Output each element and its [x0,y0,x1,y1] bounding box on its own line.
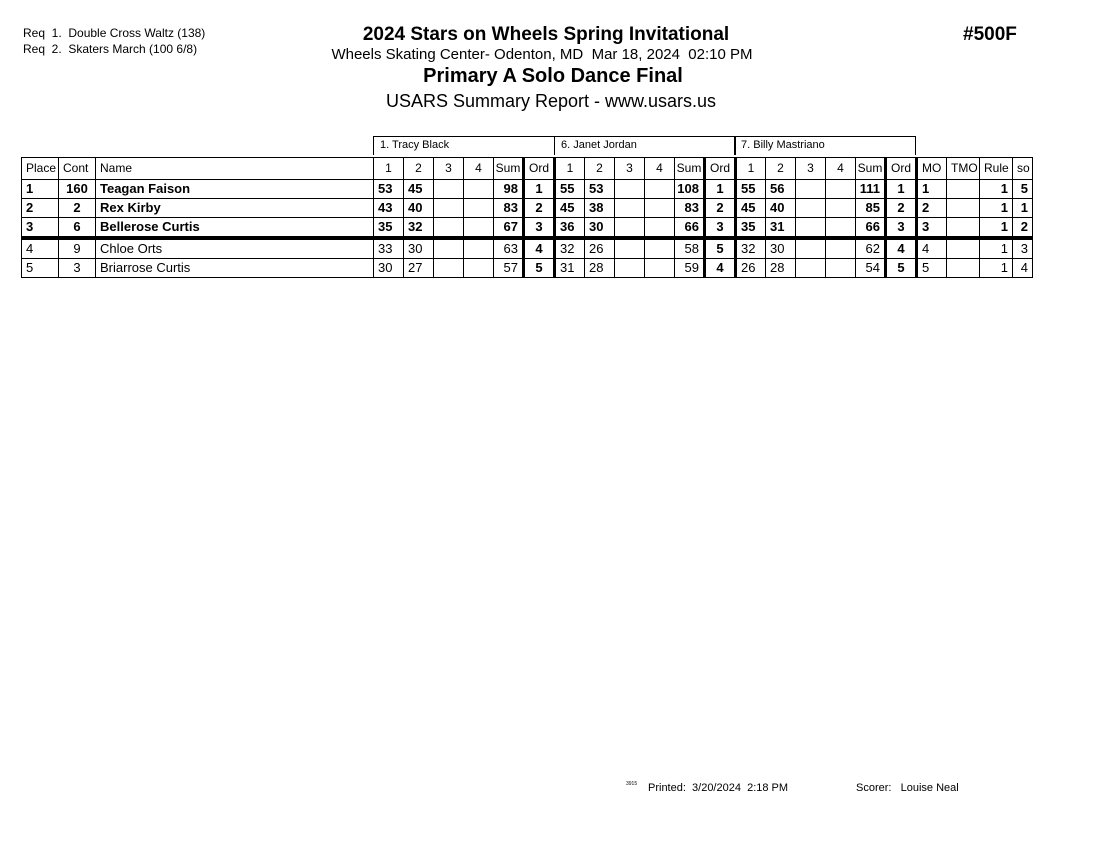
cell-cont: 9 [59,238,96,259]
header-name: Name [96,158,374,180]
header-place: Place [22,158,59,180]
cell-ordinal: 5 [705,238,736,259]
cell-score: 28 [766,259,796,278]
cell-score [645,199,675,218]
cell-rule: 1 [980,238,1013,259]
header-judge-col: Sum [675,158,705,180]
cell-score [796,180,826,199]
cell-score [826,180,856,199]
table-row [22,180,1033,199]
cell-rule: 1 [980,259,1013,278]
cell-score: 53 [374,180,404,199]
cell-mo: 3 [917,218,947,239]
cell-so: 4 [1013,259,1033,278]
header-tmo: TMO [947,158,980,180]
cell-sum: 108 [675,180,705,199]
event-name: Primary A Solo Dance Final [423,65,683,87]
cell-score: 26 [585,238,615,259]
table-row [22,218,1033,239]
cell-score: 40 [766,199,796,218]
cell-so: 2 [1013,218,1033,239]
header-judge-col: Sum [494,158,524,180]
cell-score: 35 [736,218,766,239]
requirement-1: Req 1. Double Cross Waltz (138) [23,26,206,40]
header-judge-col: Ord [705,158,736,180]
cell-mo: 4 [917,238,947,259]
cell-score: 55 [736,180,766,199]
cell-cont: 160 [59,180,96,199]
cell-name: Chloe Orts [96,238,374,259]
cell-place: 5 [22,259,59,278]
cell-sum: 85 [856,199,886,218]
cell-score [464,218,494,239]
cell-place: 4 [22,238,59,259]
cell-sum: 66 [675,218,705,239]
cell-tmo [947,180,980,199]
cell-tmo [947,199,980,218]
cell-score: 32 [404,218,434,239]
cell-score: 30 [374,259,404,278]
judge-header-3: 7. Billy Mastriano [734,136,916,155]
results-table [21,157,1033,278]
cell-rule: 1 [980,180,1013,199]
cell-score [615,238,645,259]
cell-score [464,199,494,218]
cell-tmo [947,218,980,239]
header-judge-col: 4 [645,158,675,180]
header-judge-col: 1 [555,158,585,180]
cell-mo: 5 [917,259,947,278]
cell-score [826,238,856,259]
cell-cont: 3 [59,259,96,278]
cell-ordinal: 2 [886,199,917,218]
table-row [22,238,1033,259]
header-so: so [1013,158,1033,180]
cell-so: 5 [1013,180,1033,199]
cell-sum: 62 [856,238,886,259]
competition-title: 2024 Stars on Wheels Spring Invitational [362,24,730,45]
cell-score [434,180,464,199]
header-judge-col: 4 [826,158,856,180]
cell-score [464,259,494,278]
cell-score [434,218,464,239]
print-code: 3915 [626,781,638,787]
cell-score [826,218,856,239]
cell-ordinal: 3 [886,218,917,239]
cell-score [826,199,856,218]
cell-score: 32 [555,238,585,259]
cell-sum: 54 [856,259,886,278]
printed-timestamp: Printed: 3/20/2024 2:18 PM [648,782,789,794]
cell-ordinal: 1 [705,180,736,199]
cell-sum: 83 [675,199,705,218]
cell-ordinal: 1 [524,180,555,199]
header-judge-col: Ord [886,158,917,180]
cell-rule: 1 [980,199,1013,218]
cell-score [464,180,494,199]
cell-so: 1 [1013,199,1033,218]
cell-score [434,238,464,259]
cell-cont: 6 [59,218,96,239]
cell-score: 30 [404,238,434,259]
cell-place: 1 [22,180,59,199]
cell-cont: 2 [59,199,96,218]
cell-score [434,259,464,278]
cell-sum: 57 [494,259,524,278]
cell-rule: 1 [980,218,1013,239]
cell-mo: 1 [917,180,947,199]
report-name: USARS Summary Report - www.usars.us [385,91,717,111]
cell-place: 3 [22,218,59,239]
header-row [22,158,1033,180]
cell-score: 30 [766,238,796,259]
header-judge-col: 4 [464,158,494,180]
cell-sum: 58 [675,238,705,259]
cell-score: 27 [404,259,434,278]
header-judge-col: 1 [374,158,404,180]
cell-score [615,180,645,199]
cell-ordinal: 5 [886,259,917,278]
cell-score: 26 [736,259,766,278]
cell-score: 31 [555,259,585,278]
header-judge-col: 3 [796,158,826,180]
cell-score [645,218,675,239]
cell-ordinal: 3 [524,218,555,239]
header-judge-col: Ord [524,158,555,180]
venue-date: Wheels Skating Center- Odenton, MD Mar 18, 2024 02:10 PM [331,46,753,63]
cell-name: Bellerose Curtis [96,218,374,239]
header-judge-col: 2 [585,158,615,180]
cell-tmo [947,238,980,259]
header-rule: Rule [980,158,1013,180]
cell-name: Rex Kirby [96,199,374,218]
cell-tmo [947,259,980,278]
cell-score [796,238,826,259]
header-judge-col: 2 [404,158,434,180]
cell-score: 32 [736,238,766,259]
cell-ordinal: 4 [705,259,736,278]
header-judge-col: 3 [615,158,645,180]
cell-score: 43 [374,199,404,218]
cell-sum: 98 [494,180,524,199]
cell-score: 33 [374,238,404,259]
table-row [22,199,1033,218]
cell-score: 45 [404,180,434,199]
cell-score [826,259,856,278]
header-mo: MO [917,158,947,180]
cell-score: 30 [585,218,615,239]
cell-sum: 66 [856,218,886,239]
cell-mo: 2 [917,199,947,218]
cell-score: 35 [374,218,404,239]
scorer-name: Scorer: Louise Neal [856,782,959,794]
cell-sum: 83 [494,199,524,218]
cell-score [615,259,645,278]
cell-score: 45 [555,199,585,218]
cell-ordinal: 4 [524,238,555,259]
cell-score: 36 [555,218,585,239]
cell-score: 28 [585,259,615,278]
cell-place: 2 [22,199,59,218]
header-judge-col: 1 [736,158,766,180]
cell-score [615,218,645,239]
header-judge-col: 3 [434,158,464,180]
cell-score [434,199,464,218]
cell-ordinal: 1 [886,180,917,199]
cell-score [645,259,675,278]
header-judge-col: Sum [856,158,886,180]
cell-score [796,259,826,278]
cell-score [796,218,826,239]
cell-ordinal: 3 [705,218,736,239]
cell-sum: 63 [494,238,524,259]
cell-score [645,238,675,259]
cell-score: 56 [766,180,796,199]
cell-score [615,199,645,218]
cell-sum: 111 [856,180,886,199]
cell-score: 31 [766,218,796,239]
cell-score [645,180,675,199]
cell-ordinal: 4 [886,238,917,259]
header-judge-col: 2 [766,158,796,180]
cell-score: 45 [736,199,766,218]
cell-score: 38 [585,199,615,218]
cell-ordinal: 2 [524,199,555,218]
cell-score [464,238,494,259]
requirement-2: Req 2. Skaters March (100 6/8) [23,42,198,56]
judge-header-1: 1. Tracy Black [373,136,555,155]
cell-score: 53 [585,180,615,199]
cell-sum: 59 [675,259,705,278]
event-number: #500F [963,24,1017,45]
cell-so: 3 [1013,238,1033,259]
cell-name: Briarrose Curtis [96,259,374,278]
cell-name: Teagan Faison [96,180,374,199]
table-row [22,259,1033,278]
cell-sum: 67 [494,218,524,239]
header-cont: Cont [59,158,96,180]
cell-score [796,199,826,218]
cell-ordinal: 2 [705,199,736,218]
cell-score: 55 [555,180,585,199]
cell-score: 40 [404,199,434,218]
cell-ordinal: 5 [524,259,555,278]
judge-header-2: 6. Janet Jordan [554,136,736,155]
